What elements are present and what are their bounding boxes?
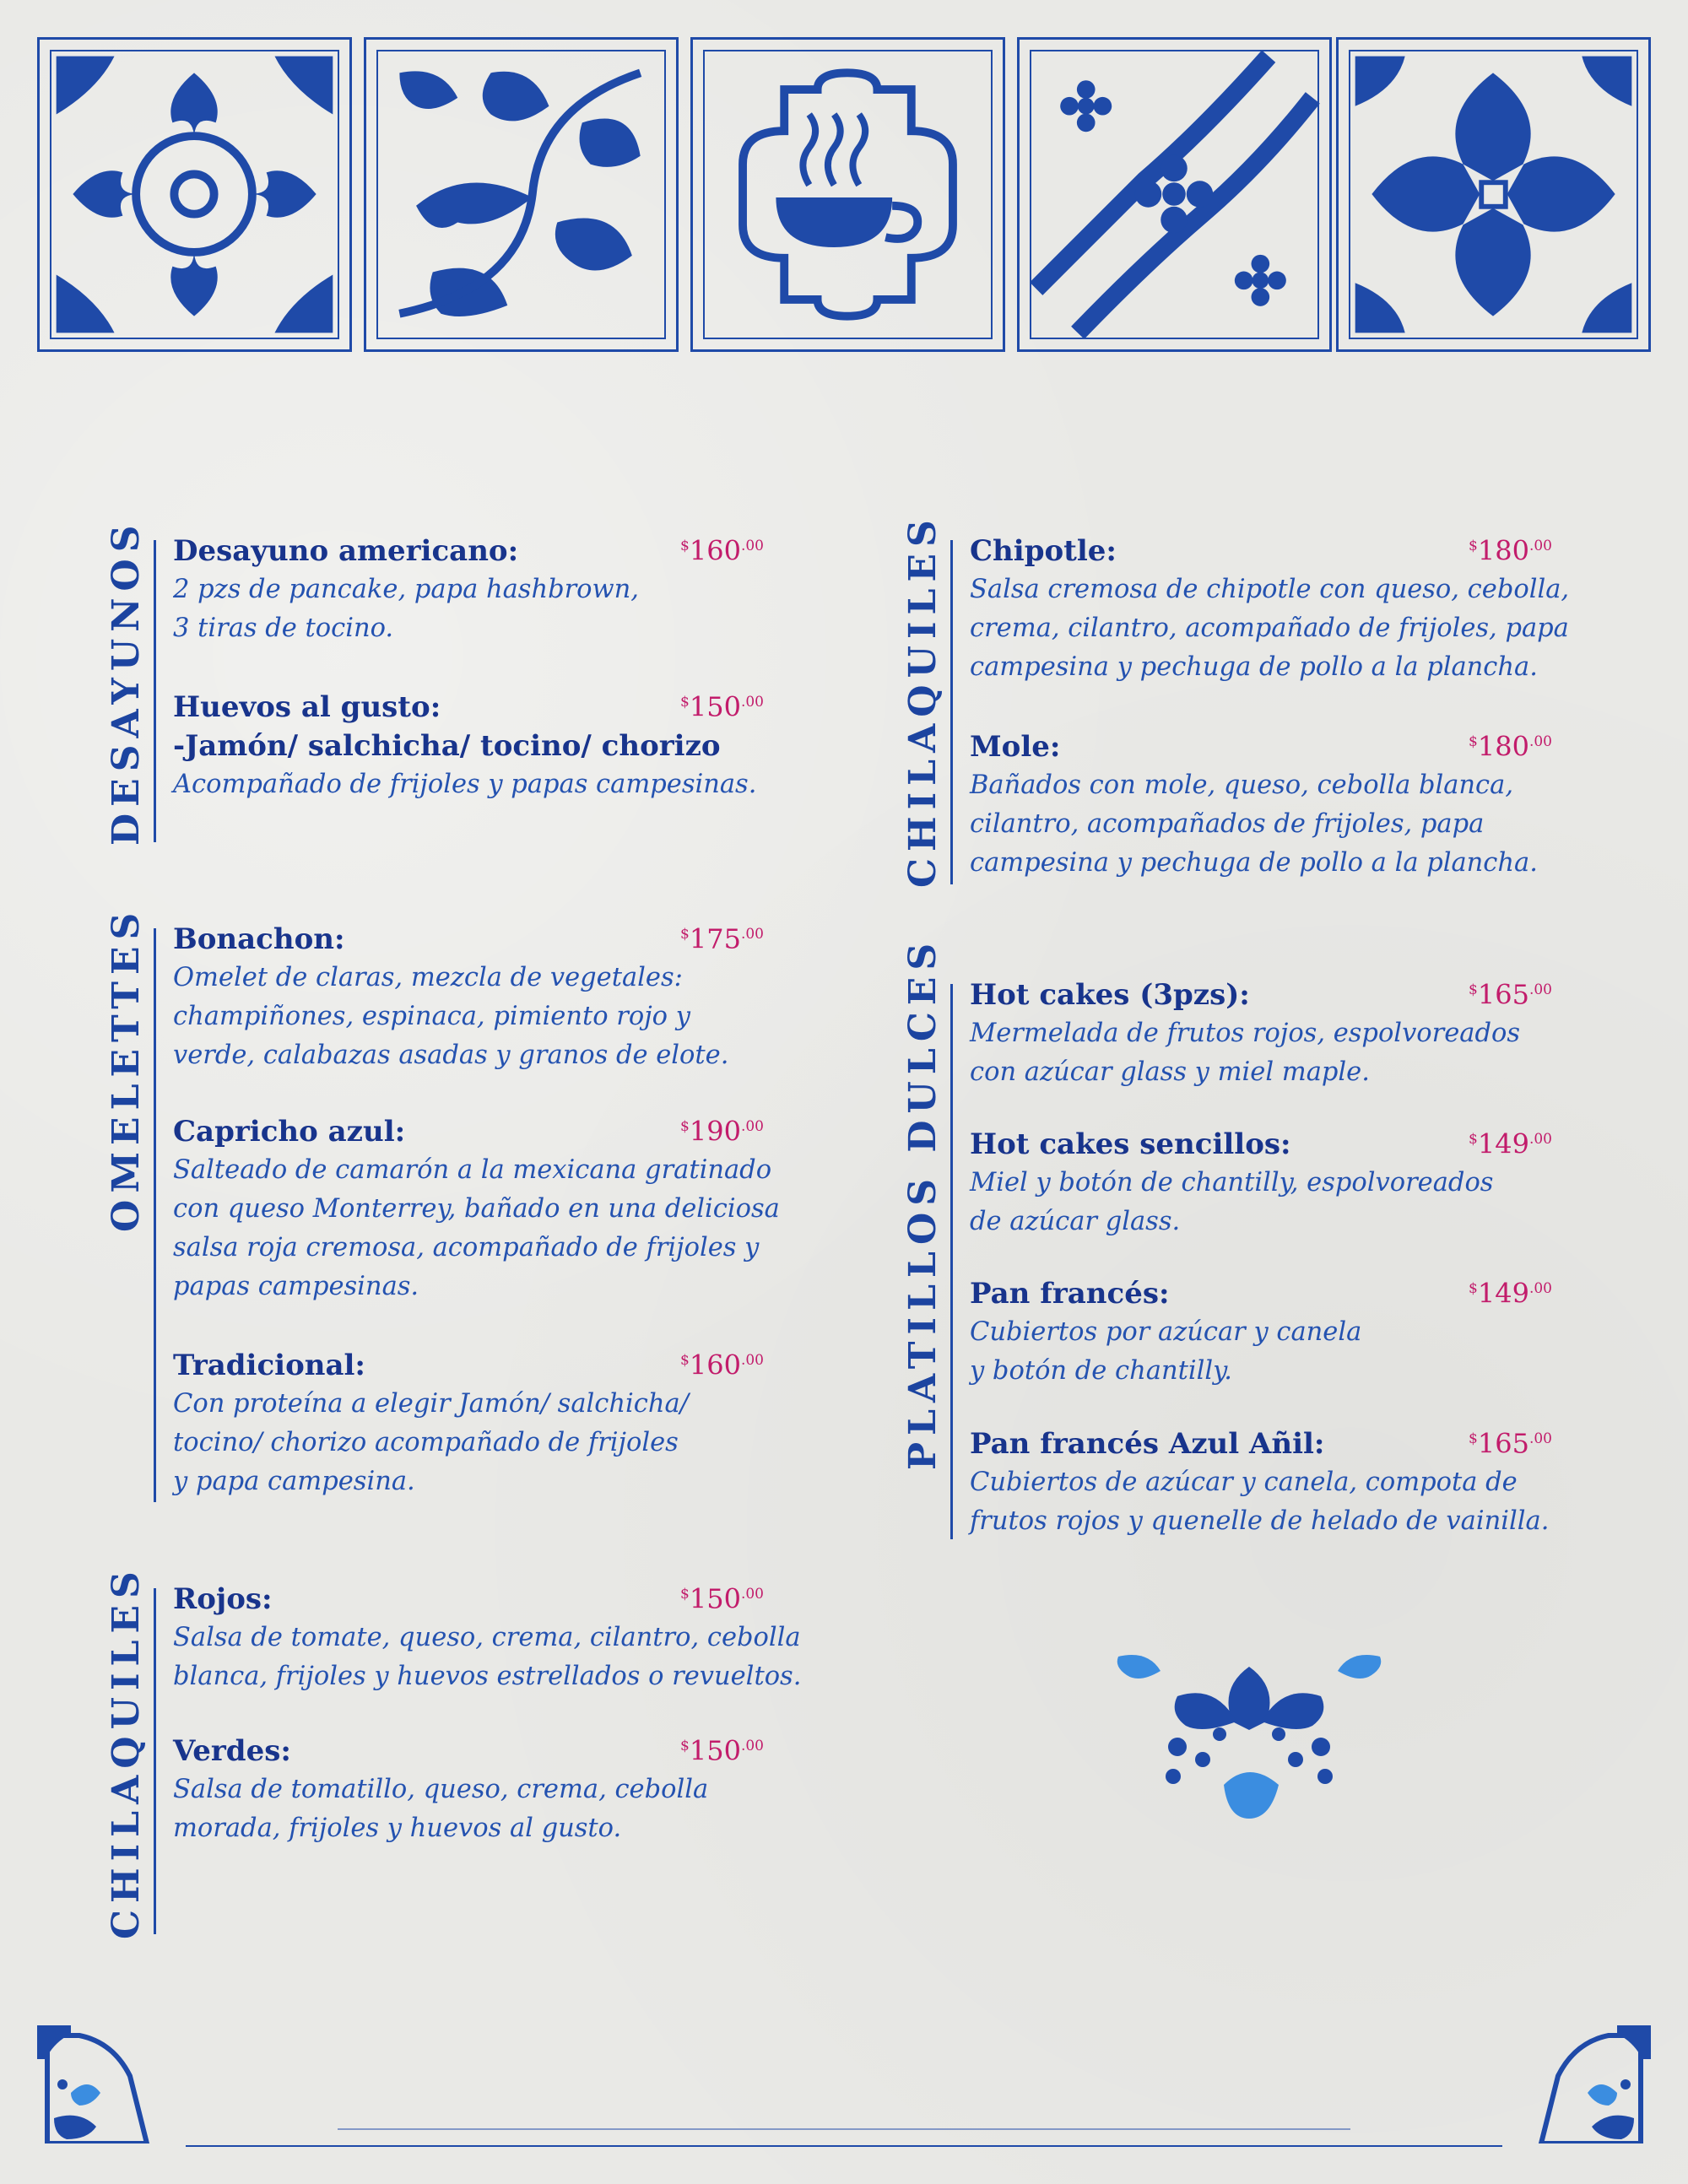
item-description-line: frutos rojos y quenelle de helado de vainilla. [970, 1506, 1550, 1536]
item-description-line: verde, calabazas asadas y granos de elote. [173, 1041, 729, 1070]
item-price: $^{\$}165^{.00}$ [1469, 1427, 1552, 1460]
item-description-line: campesina y pechuga de pollo a la plancha. [970, 652, 1538, 682]
corner-ornament-right-icon [1533, 2025, 1651, 2143]
item-description-line: 3 tiras de tocino. [173, 614, 394, 643]
talavera-ornament-icon [1097, 1650, 1401, 1827]
item-name: Desayuno americano: [173, 534, 519, 568]
item-description-line: cilantro, acompañados de frijoles, papa [970, 809, 1485, 839]
section-divider-omelettes [154, 928, 156, 1502]
item-price: $^{\$}150^{.00}$ [680, 1734, 764, 1767]
item-name: Pan francés: [970, 1277, 1170, 1311]
section-title-chilaquiles-left: CHILAQUILES [105, 1565, 148, 1939]
item-name: Pan francés Azul Añil: [970, 1427, 1325, 1461]
item-description-line: y papa campesina. [173, 1467, 415, 1496]
menu-item-pan-frances-azul-anil [970, 1424, 1552, 1541]
floral-scroll-tile-icon [366, 40, 676, 349]
menu-item-huevos-al-gusto [173, 688, 764, 804]
item-name: Bonachon: [173, 922, 345, 956]
menu-item-capricho-azul [173, 1112, 780, 1306]
item-description-line: de azúcar glass. [970, 1207, 1181, 1236]
footer-divider [186, 2145, 1502, 2147]
item-price: $^{\$}150^{.00}$ [680, 1582, 764, 1615]
item-name: Chipotle: [970, 534, 1117, 568]
item-name: Huevos al gusto: [173, 690, 441, 724]
item-description-line: Salsa de tomatillo, queso, crema, cebolla [173, 1775, 709, 1804]
section-title-chilaquiles-right: CHILAQUILES [901, 513, 944, 888]
item-description-line: con azúcar glass y miel maple. [970, 1057, 1370, 1087]
item-price: $^{\$}160^{.00}$ [680, 534, 764, 567]
item-price: $^{\$}149^{.00}$ [1469, 1277, 1552, 1310]
item-price: $^{\$}149^{.00}$ [1469, 1127, 1552, 1160]
item-description-line: crema, cilantro, acompañado de frijoles, papa [970, 614, 1569, 643]
item-description-line: Con proteína a elegir Jamón/ salchicha/ [173, 1389, 689, 1419]
menu-item-hot-cakes-sencillos [970, 1125, 1552, 1241]
item-description-line: Mermelada de frutos rojos, espolvoreados [970, 1019, 1521, 1048]
item-price: $^{\$}165^{.00}$ [1469, 978, 1552, 1011]
item-description-line: salsa roja cremosa, acompañado de frijoles y [173, 1233, 760, 1262]
item-description-line: Salsa de tomate, queso, crema, cilantro, cebolla [173, 1623, 801, 1652]
menu-item-pan-frances [970, 1274, 1552, 1391]
item-description-line: Bañados con mole, queso, cebolla blanca, [970, 770, 1514, 800]
menu-item-desayuno-americano [173, 532, 764, 648]
section-title-omelettes: OMELETTES [105, 905, 148, 1232]
item-price: $^{\$}175^{.00}$ [680, 922, 764, 955]
item-description-line: Miel y botón de chantilly, espolvoreados [970, 1168, 1494, 1197]
header-tile-5 [1336, 37, 1651, 352]
section-divider-desayunos [154, 540, 156, 842]
menu-item-chipotle [970, 532, 1570, 687]
item-description-line: Acompañado de frijoles y papas campesinas. [173, 770, 757, 799]
item-description-line: papas campesinas. [173, 1272, 419, 1301]
item-price: $^{\$}160^{.00}$ [680, 1349, 764, 1381]
coffee-cup-tile-icon [693, 40, 1003, 349]
item-price: $^{\$}180^{.00}$ [1469, 730, 1552, 763]
section-divider-platillos-dulces [950, 984, 953, 1539]
item-description-line: y botón de chantilly. [970, 1356, 1232, 1386]
item-name: Capricho azul: [173, 1115, 406, 1149]
item-description-line: Salsa cremosa de chipotle con queso, cebolla, [970, 575, 1570, 604]
menu-item-bonachon [173, 920, 764, 1075]
item-description-line: blanca, frijoles y huevos estrellados o revueltos. [173, 1662, 802, 1691]
menu-item-hot-cakes-3pzs [970, 976, 1552, 1092]
item-description-line: morada, frijoles y huevos al gusto. [173, 1814, 622, 1843]
item-description-line: Cubiertos de azúcar y canela, compota de [970, 1468, 1518, 1497]
item-price: $^{\$}190^{.00}$ [680, 1115, 764, 1148]
item-name: Hot cakes sencillos: [970, 1127, 1291, 1161]
menu-item-mole [970, 727, 1552, 883]
item-description-line: 2 pzs de pancake, papa hashbrown, [173, 575, 639, 604]
item-name: Verdes: [173, 1734, 291, 1768]
header-tile-2 [364, 37, 679, 352]
corner-ornament-left-icon [37, 2025, 155, 2143]
menu-item-tradicional [173, 1346, 764, 1501]
item-description-line: Salteado de camarón a la mexicana gratinado [173, 1155, 772, 1185]
item-name: Mole: [970, 730, 1061, 764]
footer-divider-inner [338, 2128, 1350, 2130]
item-description-line: Omelet de claras, mezcla de vegetales: [173, 963, 683, 992]
item-price: $^{\$}150^{.00}$ [680, 690, 764, 723]
item-name: Rojos: [173, 1582, 273, 1616]
item-description-line: champiñones, espinaca, pimiento rojo y [173, 1002, 690, 1031]
section-title-platillos-dulces: PLATILLOS DULCES [901, 936, 944, 1470]
menu-item-rojos [173, 1580, 802, 1696]
item-description-line: tocino/ chorizo acompañado de frijoles [173, 1428, 679, 1457]
fleur-medallion-tile-icon [40, 40, 349, 349]
item-name: Hot cakes (3pzs): [970, 978, 1250, 1012]
menu-item-verdes [173, 1732, 764, 1848]
section-title-desayunos: DESAYUNOS [105, 518, 148, 846]
header-tile-4 [1017, 37, 1332, 352]
item-name: Tradicional: [173, 1349, 365, 1382]
item-description-line: campesina y pechuga de pollo a la plancha. [970, 848, 1538, 878]
header-tile-1 [37, 37, 352, 352]
fleur-cross-tile-icon [1339, 40, 1648, 349]
header-tile-3 [690, 37, 1005, 352]
item-subname: -Jamón/ salchicha/ tocino/ chorizo [173, 729, 721, 763]
item-description-line: con queso Monterrey, bañado en una deliciosa [173, 1194, 780, 1224]
flower-diagonal-tile-icon [1020, 40, 1329, 349]
section-divider-chilaquiles-left [154, 1588, 156, 1934]
section-divider-chilaquiles-right [950, 540, 953, 884]
item-price: $^{\$}180^{.00}$ [1469, 534, 1552, 567]
item-description-line: Cubiertos por azúcar y canela [970, 1317, 1362, 1347]
